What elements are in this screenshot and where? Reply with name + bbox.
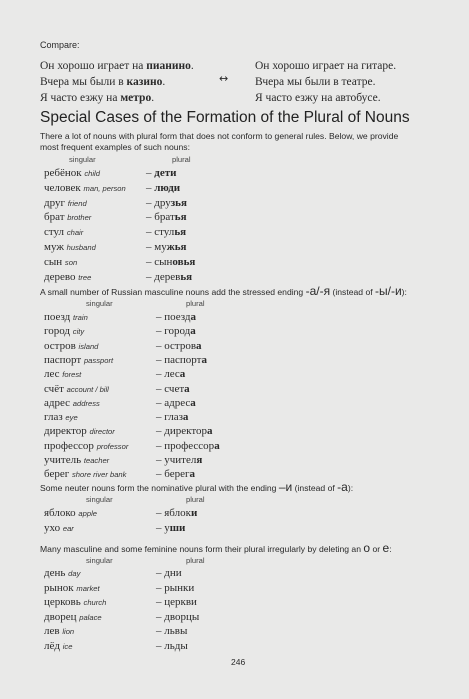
- table-row: [0, 522, 469, 538]
- singular-cell: яблоко apple: [44, 507, 98, 519]
- paragraph-vowel-deletion: Many masculine and some feminine nouns form their plural irregularly by deleting an о or е:: [40, 541, 392, 555]
- table-row: [0, 256, 469, 272]
- plural-cell: – поезда: [156, 311, 197, 323]
- singular-cell: церковь church: [44, 596, 107, 609]
- table-row: [0, 241, 469, 257]
- plural-cell: – директора: [156, 425, 213, 438]
- singular-cell: ребёнок child: [44, 167, 100, 179]
- example-line: Он хорошо играет на гитаре.: [255, 60, 397, 72]
- singular-cell: остров island: [44, 339, 99, 352]
- singular-cell: лёд ice: [44, 640, 73, 652]
- singular-cell: директор director: [44, 425, 115, 438]
- intro-paragraph: There a lot of nouns with plural form that does not conform to general rules. Below, we provide most frequent examples of such nouns:: [40, 131, 399, 152]
- page-number: 246: [231, 657, 246, 667]
- singular-cell: сын son: [44, 255, 78, 268]
- plural-header: plural: [186, 299, 205, 308]
- singular-cell: рынок market: [44, 581, 100, 594]
- plural-cell: – дворцы: [156, 610, 200, 623]
- table-row: [0, 182, 469, 198]
- example-line: Вчера мы были в театре.: [255, 76, 376, 88]
- plural-header: plural: [186, 556, 205, 565]
- singular-cell: брат brother: [44, 211, 92, 224]
- paragraph-stressed-ending: A small number of Russian masculine nouns add the stressed ending -а/-я (instead of -ы/-и):: [40, 284, 407, 298]
- singular-cell: стул chair: [44, 226, 84, 239]
- plural-cell: – города: [156, 325, 196, 338]
- plural-cell: – леса: [156, 368, 186, 381]
- table-row: [0, 611, 469, 627]
- plural-cell: – дни: [156, 567, 182, 579]
- paragraph-neuter-nouns: Some neuter nouns form the nominative plural with the ending –и (instead of -а):: [40, 480, 354, 494]
- singular-cell: город city: [44, 325, 85, 338]
- table-row: [0, 167, 469, 183]
- singular-cell: человек man, person: [44, 181, 126, 194]
- singular-cell: дерево tree: [44, 270, 92, 283]
- table-row: [0, 211, 469, 227]
- plural-cell: – сыновья: [146, 255, 196, 268]
- table-row: [0, 226, 469, 242]
- plural-cell: – люди: [146, 181, 181, 194]
- plural-cell: – мужья: [146, 241, 187, 253]
- singular-cell: счёт account / bill: [44, 382, 109, 395]
- singular-cell: день day: [44, 567, 81, 579]
- table-row: [0, 507, 469, 523]
- singular-cell: профессор professor: [44, 439, 129, 452]
- plural-cell: – паспорта: [156, 353, 207, 366]
- example-line: Я часто езжу на автобусе.: [255, 92, 381, 104]
- plural-cell: – деревья: [146, 270, 193, 283]
- plural-cell: – счета: [156, 382, 190, 395]
- table-row: [0, 596, 469, 612]
- singular-header: singular: [86, 299, 113, 308]
- plural-cell: – острова: [156, 339, 202, 352]
- plural-cell: – друзья: [146, 196, 187, 209]
- table-row: [0, 640, 469, 656]
- singular-cell: паспорт passport: [44, 353, 114, 366]
- plural-cell: – берега: [156, 468, 195, 481]
- singular-header: singular: [86, 556, 113, 565]
- example-line: Вчера мы были в казино.: [40, 76, 166, 88]
- plural-cell: – яблоки: [156, 507, 198, 519]
- singular-cell: берег shore river bank: [44, 468, 127, 481]
- plural-cell: – глаза: [156, 411, 189, 424]
- plural-cell: – братья: [146, 211, 187, 224]
- plural-header: plural: [172, 155, 191, 164]
- singular-cell: лев lion: [44, 625, 75, 638]
- singular-cell: ухо ear: [44, 522, 74, 534]
- singular-cell: поезд train: [44, 311, 88, 323]
- plural-cell: – адреса: [156, 396, 196, 409]
- singular-cell: дворец palace: [44, 610, 102, 623]
- plural-cell: – дети: [146, 167, 177, 179]
- plural-cell: – льды: [156, 640, 188, 652]
- section-heading: Special Cases of the Formation of the Plural of Nouns: [40, 109, 410, 126]
- table-row: [0, 197, 469, 213]
- singular-cell: друг friend: [44, 196, 87, 209]
- singular-cell: лес forest: [44, 368, 82, 381]
- singular-cell: учитель teacher: [44, 454, 110, 466]
- example-line: Он хорошо играет на пианино.: [40, 60, 194, 72]
- singular-cell: муж husband: [44, 241, 96, 253]
- plural-cell: – рынки: [156, 581, 195, 594]
- singular-cell: адрес address: [44, 396, 100, 409]
- compare-label: Compare:: [40, 40, 80, 50]
- examples-right: [255, 58, 396, 106]
- plural-cell: – учителя: [156, 454, 203, 466]
- plural-cell: – профессора: [156, 439, 220, 452]
- plural-cell: – церкви: [156, 596, 197, 609]
- table-row: [0, 567, 469, 583]
- plural-cell: – уши: [156, 522, 186, 534]
- table-row: [0, 625, 469, 641]
- singular-cell: глаз eye: [44, 411, 78, 424]
- example-line: Я часто езжу на метро.: [40, 92, 155, 104]
- plural-cell: – стулья: [146, 226, 187, 239]
- plural-cell: – львы: [156, 625, 188, 638]
- examples-left: [40, 58, 194, 106]
- singular-header: singular: [69, 155, 96, 164]
- table-row: [0, 582, 469, 598]
- plural-header: plural: [186, 495, 205, 504]
- left-right-arrow-icon: ↔: [219, 72, 229, 85]
- singular-header: singular: [86, 495, 113, 504]
